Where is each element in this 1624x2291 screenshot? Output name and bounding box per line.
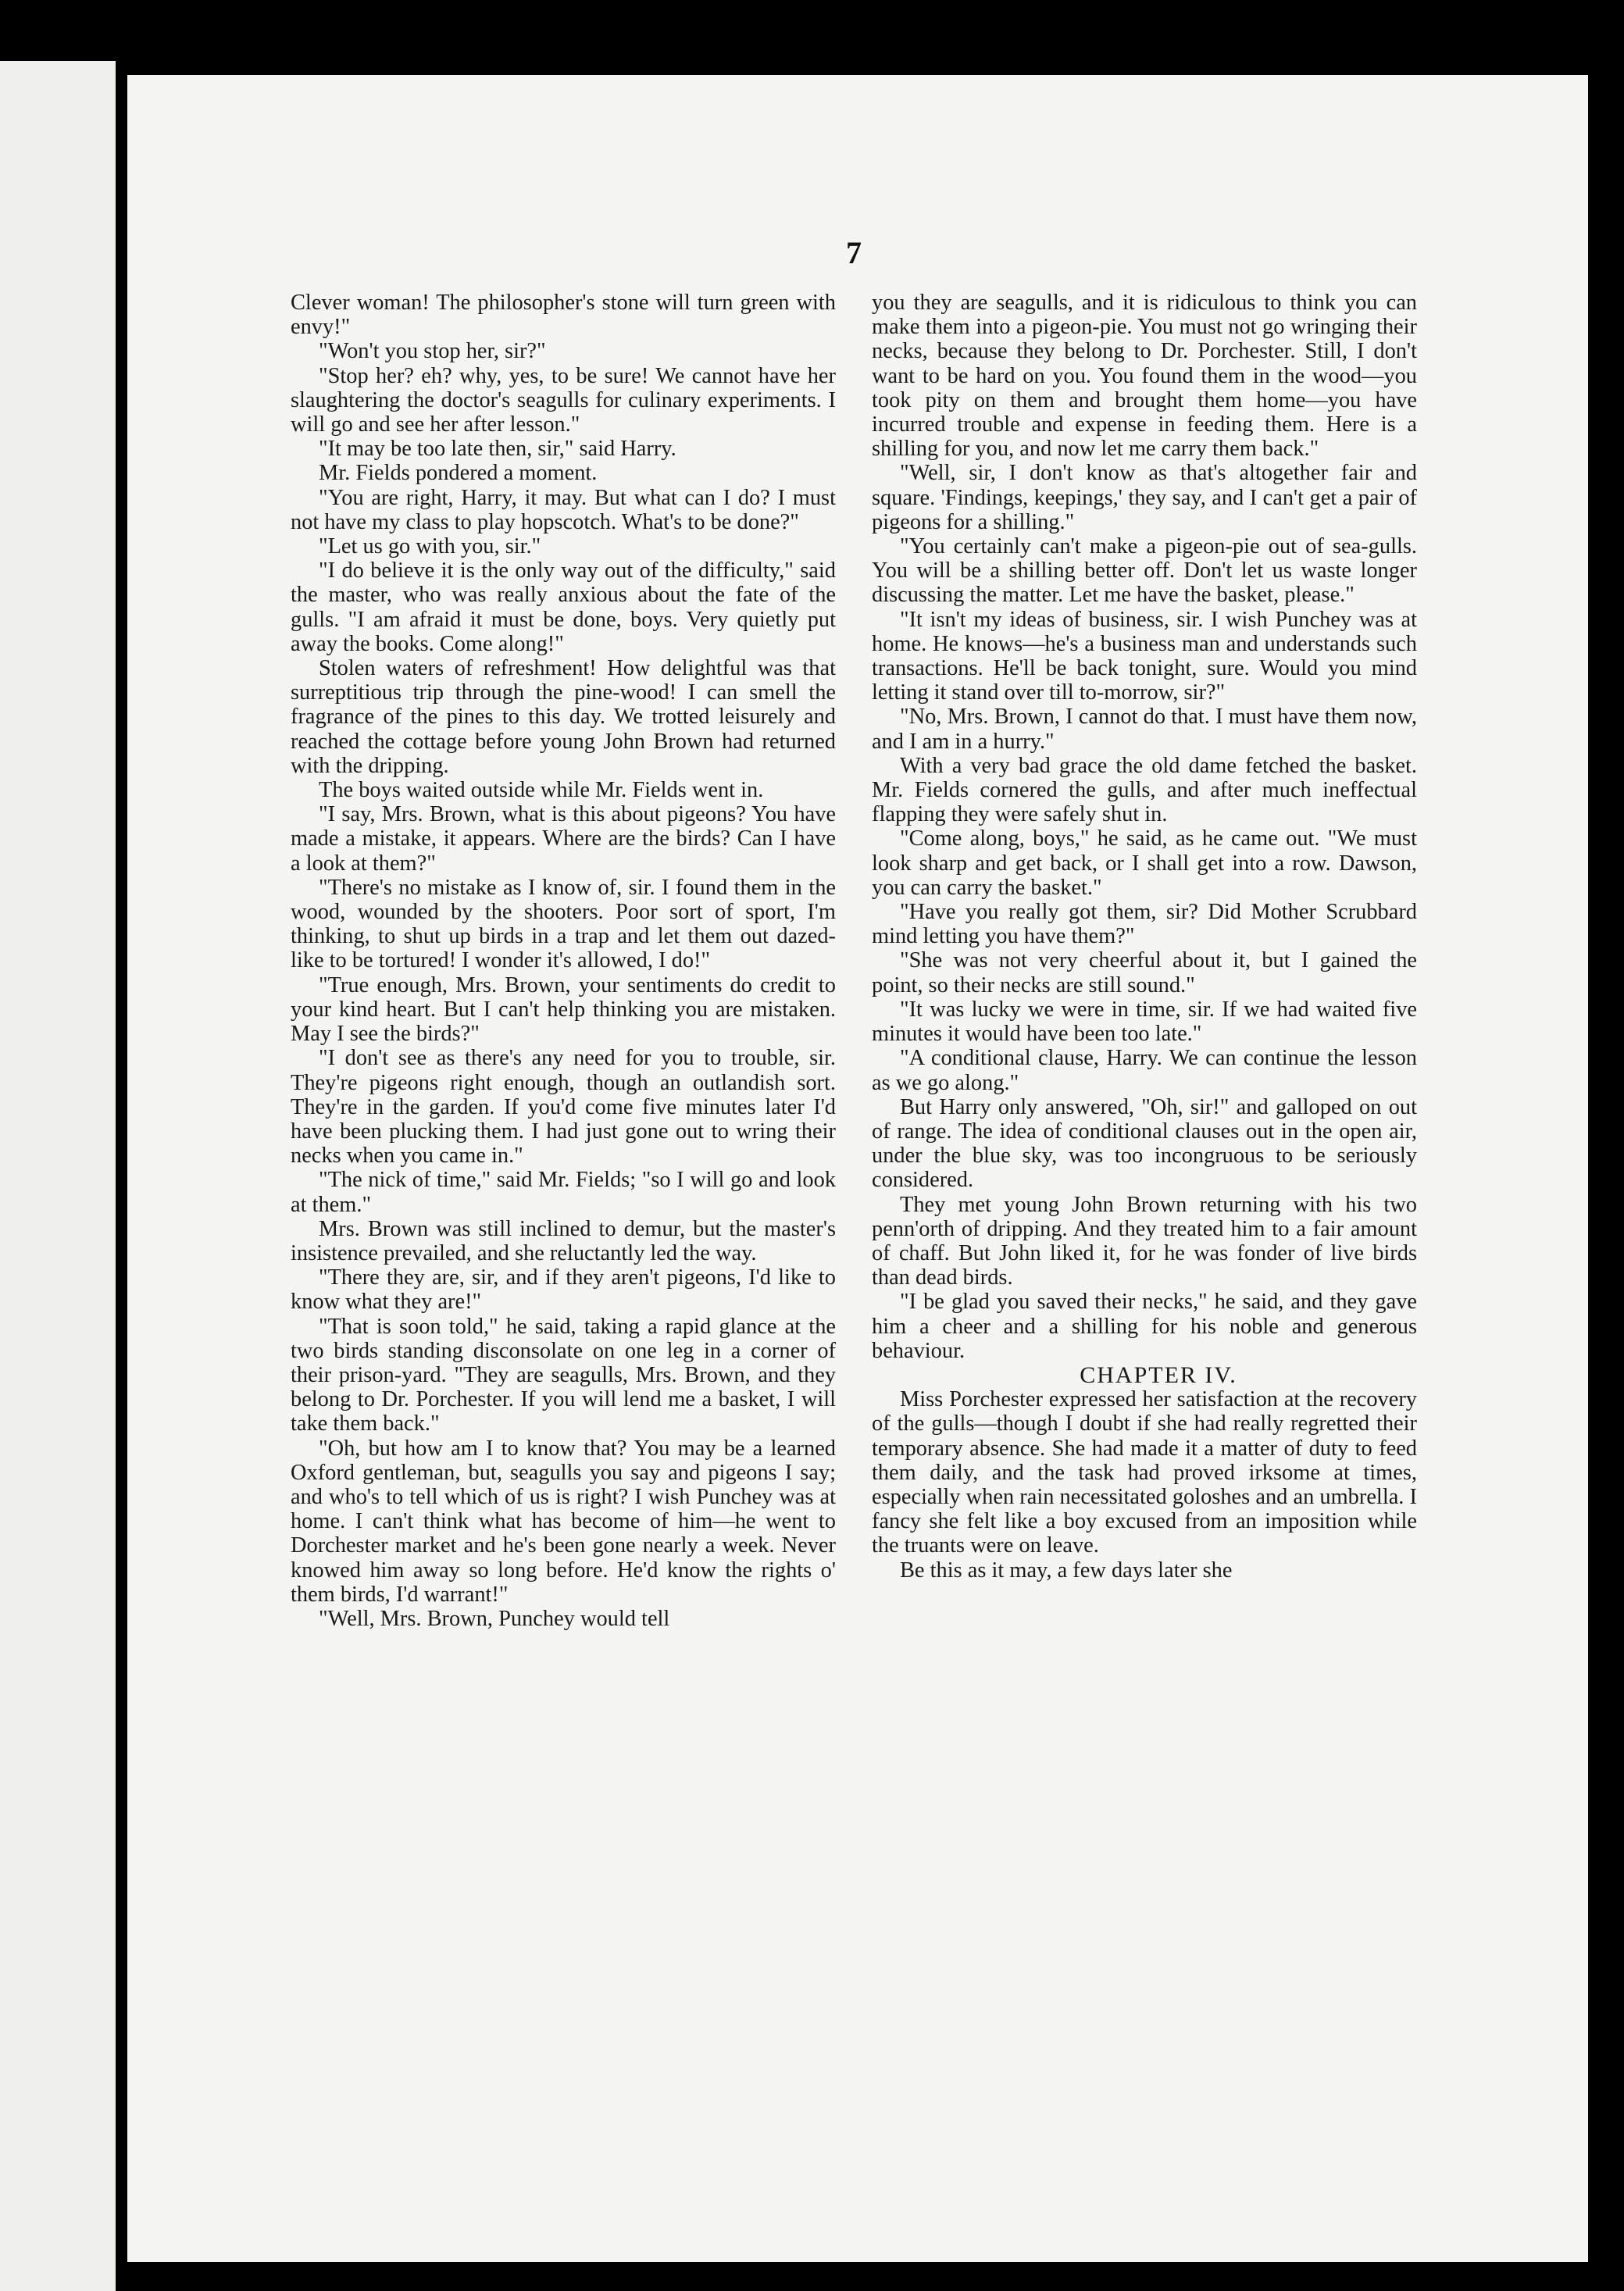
paragraph: With a very bad grace the old dame fetched the basket. Mr. Fields cornered the gulls, and after much ineffectual flapping they were safely shut in. (872, 753, 1417, 827)
paragraph: Mrs. Brown was still inclined to demur, but the master's insistence prevailed, and she reluctantly led the way. (291, 1216, 836, 1265)
paragraph: "Won't you stop her, sir?" (319, 339, 546, 364)
paragraph: Clever woman! The philosopher's stone will turn green with envy!" (291, 291, 836, 340)
paragraph: "It was lucky we were in time, sir. If we had waited five minutes it would have been too late." (872, 997, 1417, 1047)
paragraph: "The nick of time," said Mr. Fields; "so I will go and look at them." (291, 1168, 836, 1217)
paragraph: "Come along, boys," he said, as he came out. "We must look sharp and get back, or I shall get into a row. Dawson, you can carry the basket." (872, 826, 1417, 900)
paragraph: They met young John Brown returning with his two penn'orth of dripping. And they treated him to a fair amount of chaff. But John liked it, for he was fonder of live birds than dead birds. (872, 1192, 1417, 1290)
page-number: 7 (846, 235, 862, 270)
paragraph: "You certainly can't make a pigeon-pie out of sea-gulls. You will be a shilling better off. Don't let us waste longer discussing the matter. Let me have the basket, please." (872, 534, 1417, 608)
paragraph: "I do believe it is the only way out of the difficulty," said the master, who was really anxious about the fate of the gulls. "I am afraid it must be done, boys. Very quietly put away the books. Come along!" (291, 558, 836, 656)
paragraph: "Let us go with you, sir." (319, 534, 541, 559)
paragraph: "Stop her? eh? why, yes, to be sure! We cannot have her slaughtering the doctor's seagulls for culinary experiments. I will go and see her after lesson." (291, 363, 836, 437)
left-text-column (291, 291, 836, 1631)
adjacent-page-edge (0, 61, 116, 2291)
paragraph: "You are right, Harry, it may. But what can I do? I must not have my class to play hopscotch. What's to be done?" (291, 485, 836, 534)
paragraph: The boys waited outside while Mr. Fields went in. (319, 778, 764, 803)
paragraph: Stolen waters of refreshment! How delightful was that surreptitious trip through the pine-wood! I can smell the fragrance of the pines to this day. We trotted leisurely and reached the cottage before young John Brown had returned with the dripping. (291, 656, 836, 778)
right-text-column (872, 291, 1417, 1583)
paragraph: Miss Porchester expressed her satisfaction at the recovery of the gulls—though I doubt if she had really regretted their temporary absence. She had made it a matter of duty to feed them daily, and the task had proved irksome at times, especially when rain necessitated goloshes and an umbrella. I fancy she felt like a boy excused from an imposition while the truants were on leave. (872, 1387, 1417, 1558)
paragraph: "That is soon told," he said, taking a rapid glance at the two birds standing disconsolate on one leg in a corner of their prison-yard. "They are seagulls, Mrs. Brown, and they belong to Dr. Porchester. If you will lend me a basket, I will take them back." (291, 1314, 836, 1436)
paragraph: "I be glad you saved their necks," he said, and they gave him a cheer and a shilling for his noble and generous behaviour. (872, 1290, 1417, 1363)
paragraph: "It may be too late then, sir," said Harry. (319, 437, 676, 462)
paragraph: Be this as it may, a few days later she (900, 1558, 1233, 1583)
paragraph: "Have you really got them, sir? Did Mother Scrubbard mind letting you have them?" (872, 900, 1417, 949)
paragraph: "True enough, Mrs. Brown, your sentiments do credit to your kind heart. But I can't help thinking you are mistaken. May I see the birds?" (291, 972, 836, 1047)
chapter-heading: CHAPTER IV. (1080, 1361, 1237, 1388)
paragraph: you they are seagulls, and it is ridiculous to think you can make them into a pigeon-pie. You must not go wringing their necks, because they belong to Dr. Porchester. Still, I don't want to be hard on you. You found them in the wood—you took pity on them and brought them home—you have incurred trouble and expense in feeding them. Here is a shilling for you, and now let me carry them back." (872, 291, 1417, 462)
paragraph: "There's no mistake as I know of, sir. I found them in the wood, wounded by the shooters. Poor sort of sport, I'm thinking, to shut up birds in a trap and let them out dazed-like to be tortured! I wonder it's allowed, I do!" (291, 875, 836, 973)
paragraph: "I say, Mrs. Brown, what is this about pigeons? You have made a mistake, it appears. Where are the birds? Can I have a look at them?" (291, 802, 836, 876)
paragraph: "No, Mrs. Brown, I cannot do that. I must have them now, and I am in a hurry." (872, 705, 1417, 754)
paragraph: "There they are, sir, and if they aren't pigeons, I'd like to know what they are!" (291, 1265, 836, 1315)
paragraph: "A conditional clause, Harry. We can continue the lesson as we go along." (872, 1046, 1417, 1095)
paragraph: But Harry only answered, "Oh, sir!" and galloped on out of range. The idea of conditional clauses out in the open air, under the blue sky, was too incongruous to be seriously considered. (872, 1094, 1417, 1193)
paragraph: "She was not very cheerful about it, but I gained the point, so their necks are still sound." (872, 948, 1417, 997)
paragraph: "Well, Mrs. Brown, Punchey would tell (319, 1606, 670, 1631)
paragraph: "It isn't my ideas of business, sir. I wish Punchey was at home. He knows—he's a business man and understands such transactions. He'll be back tonight, sure. Would you mind letting it stand over till to-morrow, sir?" (872, 607, 1417, 705)
paragraph: "Oh, but how am I to know that? You may be a learned Oxford gentleman, but, seagulls you say and pigeons I say; and who's to tell which of us is right? I wish Punchey was at home. I can't think what has become of him—he went to Dorchester market and he's been gone nearly a week. Never knowed him away so long before. He'd know the rights o' them birds, I'd warrant!" (291, 1436, 836, 1607)
paragraph: "Well, sir, I don't know as that's altogether fair and square. 'Findings, keepings,' they say, and I can't get a pair of pigeons for a shilling." (872, 461, 1417, 534)
paragraph: Mr. Fields pondered a moment. (319, 461, 598, 486)
paragraph: "I don't see as there's any need for you to trouble, sir. They're pigeons right enough, though an outlandish sort. They're in the garden. If you'd come five minutes later I'd have been plucking them. I had just gone out to wring their necks when you came in." (291, 1046, 836, 1169)
